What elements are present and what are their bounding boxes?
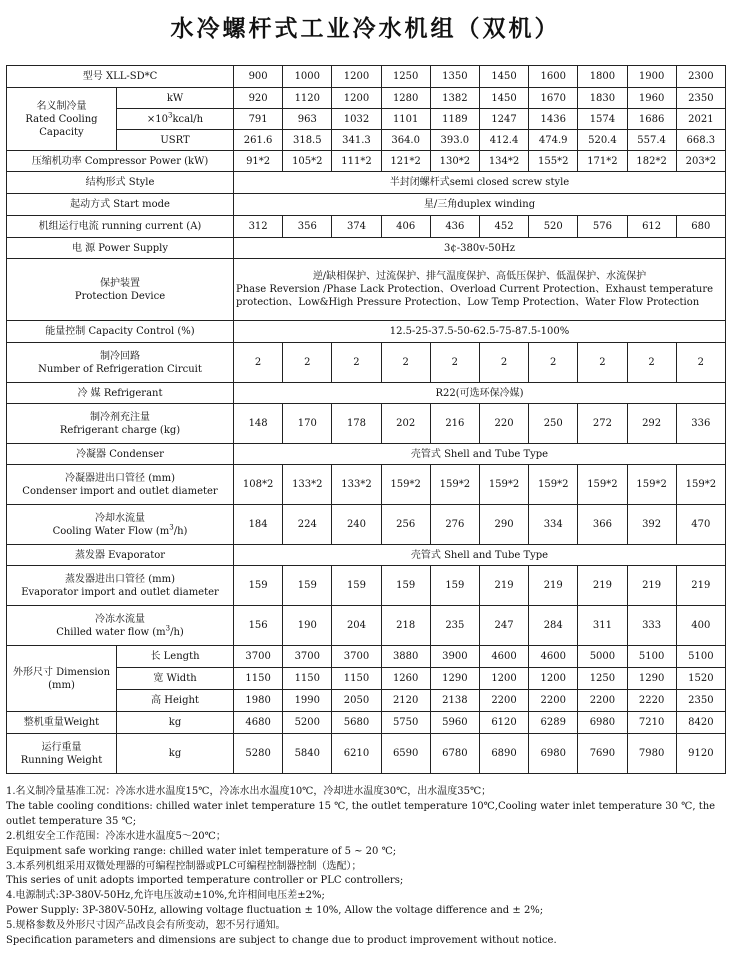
row-circuits bbox=[7, 343, 726, 383]
cell: 3900 bbox=[430, 646, 479, 668]
cell: 1290 bbox=[627, 668, 676, 690]
note-line: 1.名义制冷量基准工况：冷冻水进水温度15℃，冷冻水出水温度10℃，冷却进水温度30℃，出水温度35℃； bbox=[6, 786, 492, 797]
row-label: 蒸发器 Evaporator bbox=[7, 545, 234, 566]
cell: 2 bbox=[332, 343, 381, 383]
cell: 4600 bbox=[529, 646, 578, 668]
cell: 159*2 bbox=[627, 465, 676, 505]
cell: 1450 bbox=[479, 66, 528, 88]
cell: 668.3 bbox=[676, 130, 725, 151]
row-condenser bbox=[7, 444, 726, 465]
cell: 91*2 bbox=[234, 151, 283, 172]
cell: 159 bbox=[332, 566, 381, 606]
cell: 5840 bbox=[283, 734, 332, 774]
row-label: 冷凝器进出口管径 (mm) Condenser import and outlet diameter bbox=[7, 465, 234, 505]
cell: 1830 bbox=[578, 88, 627, 109]
cell: 1200 bbox=[479, 668, 528, 690]
cell: 1200 bbox=[529, 668, 578, 690]
cell: 3700 bbox=[332, 646, 381, 668]
row-label: 冷却水流量 Cooling Water Flow $(m^3/h)$ bbox=[7, 505, 234, 545]
cell: 1120 bbox=[283, 88, 332, 109]
cell: 2350 bbox=[676, 690, 725, 712]
cell: 2200 bbox=[479, 690, 528, 712]
row-label: 压缩机功率 Compressor Power (kW) bbox=[7, 151, 234, 172]
cell: 292 bbox=[627, 404, 676, 444]
cell: 2220 bbox=[627, 690, 676, 712]
note-line: 4.电源制式:3P-380V-50Hz,允许电压波动±10%,允许相间电压差±2%; bbox=[6, 890, 325, 902]
cell: 276 bbox=[430, 505, 479, 545]
cell: 1000 bbox=[283, 66, 332, 88]
cell: 5100 bbox=[627, 646, 676, 668]
cell: 159*2 bbox=[479, 465, 528, 505]
cell: 576 bbox=[578, 216, 627, 238]
cell: 318.5 bbox=[283, 130, 332, 151]
cell: 182*2 bbox=[627, 151, 676, 172]
cell: 1101 bbox=[381, 109, 430, 130]
cell: 392 bbox=[627, 505, 676, 545]
cell: 3880 bbox=[381, 646, 430, 668]
row-evaporator-pipe bbox=[7, 566, 726, 606]
cell: 334 bbox=[529, 505, 578, 545]
cell: 159*2 bbox=[430, 465, 479, 505]
merged-value: 12.5-25-37.5-50-62.5-75-87.5-100% bbox=[234, 321, 726, 343]
unit-label: USRT bbox=[117, 130, 234, 151]
cell: 219 bbox=[676, 566, 725, 606]
cell: 1382 bbox=[430, 88, 479, 109]
cell: 1800 bbox=[578, 66, 627, 88]
cell: 6210 bbox=[332, 734, 381, 774]
unit-label: kg bbox=[117, 712, 234, 734]
cell: 2 bbox=[529, 343, 578, 383]
cell: 2 bbox=[430, 343, 479, 383]
cell: 393.0 bbox=[430, 130, 479, 151]
cell: 111*2 bbox=[332, 151, 381, 172]
cell: 184 bbox=[234, 505, 283, 545]
cell: 6890 bbox=[479, 734, 528, 774]
cell: 5200 bbox=[283, 712, 332, 734]
row-refrigerant bbox=[7, 383, 726, 404]
row-label: 冷 媒 Refrigerant bbox=[7, 383, 234, 404]
merged-value: 星/三角duplex winding bbox=[234, 194, 726, 216]
cell: 791 bbox=[234, 109, 283, 130]
cell: 2 bbox=[627, 343, 676, 383]
cell: 7210 bbox=[627, 712, 676, 734]
cell: 4680 bbox=[234, 712, 283, 734]
cell: 6780 bbox=[430, 734, 479, 774]
cell: 3700 bbox=[283, 646, 332, 668]
cell: 2138 bbox=[430, 690, 479, 712]
cell: 159*2 bbox=[676, 465, 725, 505]
cell: 148 bbox=[234, 404, 283, 444]
cell: 374 bbox=[332, 216, 381, 238]
cell: 436 bbox=[430, 216, 479, 238]
row-chilled-water bbox=[7, 606, 726, 646]
cell: 1990 bbox=[283, 690, 332, 712]
cell: 108*2 bbox=[234, 465, 283, 505]
cell: 159*2 bbox=[529, 465, 578, 505]
row-compressor-power bbox=[7, 151, 726, 172]
cell: 256 bbox=[381, 505, 430, 545]
row-evaporator bbox=[7, 545, 726, 566]
cell: 1450 bbox=[479, 88, 528, 109]
note-line: 2.机组安全工作范围：冷冻水进水温度5～20℃； bbox=[6, 830, 226, 842]
cell: 1150 bbox=[283, 668, 332, 690]
cell: 1150 bbox=[234, 668, 283, 690]
row-capacity-kw bbox=[7, 88, 726, 109]
cell: 1200 bbox=[332, 66, 381, 88]
cell: 290 bbox=[479, 505, 528, 545]
cell: 2 bbox=[578, 343, 627, 383]
cell: 400 bbox=[676, 606, 725, 646]
cell: 203*2 bbox=[676, 151, 725, 172]
cell: 1290 bbox=[430, 668, 479, 690]
row-protection bbox=[7, 259, 726, 321]
row-capacity-control bbox=[7, 321, 726, 343]
row-label: 起动方式 Start mode bbox=[7, 194, 234, 216]
cell: 452 bbox=[479, 216, 528, 238]
spec-table bbox=[6, 65, 726, 774]
row-model bbox=[7, 66, 726, 88]
row-dimension-length bbox=[7, 646, 726, 668]
row-label: 型号 XLL-SD*C bbox=[7, 66, 234, 88]
unit-label: $\times 10^3kcal/h$ bbox=[117, 109, 234, 130]
row-label: 冷凝器 Condenser bbox=[7, 444, 234, 465]
merged-value: R22(可选环保冷媒) bbox=[234, 383, 726, 404]
row-label: 名义制冷量 Rated Cooling Capacity bbox=[7, 88, 117, 151]
cell: 312 bbox=[234, 216, 283, 238]
cell: 2200 bbox=[578, 690, 627, 712]
unit-label: 宽 Width bbox=[117, 668, 234, 690]
cell: 406 bbox=[381, 216, 430, 238]
merged-value: 逆/缺相保护、过流保护、排气温度保护、高低压保护、低温保护、水流保护 Phase Reversion /Phase Lack Protection、Overload Current Protection、Exhaust temperature protection、Low&High Pressure Protection、Low Temp Protection、Water Flow Protection bbox=[234, 259, 726, 321]
cell: 1247 bbox=[479, 109, 528, 130]
row-label: 保护装置 Protection Device bbox=[7, 259, 234, 321]
cell: 224 bbox=[283, 505, 332, 545]
cell: 1520 bbox=[676, 668, 725, 690]
row-condenser-pipe bbox=[7, 465, 726, 505]
cell: 557.4 bbox=[627, 130, 676, 151]
merged-value: 壳管式 Shell and Tube Type bbox=[234, 545, 726, 566]
cell: 9120 bbox=[676, 734, 725, 774]
cell: 4600 bbox=[479, 646, 528, 668]
cell: 1574 bbox=[578, 109, 627, 130]
page-title: 水冷螺杆式工业冷水机组（双机） bbox=[170, 16, 561, 42]
cell: 1189 bbox=[430, 109, 479, 130]
cell: 963 bbox=[283, 109, 332, 130]
cell: 105*2 bbox=[283, 151, 332, 172]
cell: 171*2 bbox=[578, 151, 627, 172]
cell: 2350 bbox=[676, 88, 725, 109]
cell: 3700 bbox=[234, 646, 283, 668]
cell: 356 bbox=[283, 216, 332, 238]
row-cooling-water bbox=[7, 505, 726, 545]
cell: 155*2 bbox=[529, 151, 578, 172]
cell: 170 bbox=[283, 404, 332, 444]
cell: 366 bbox=[578, 505, 627, 545]
row-power-supply bbox=[7, 238, 726, 259]
cell: 261.6 bbox=[234, 130, 283, 151]
unit-label: kW bbox=[117, 88, 234, 109]
row-running-current bbox=[7, 216, 726, 238]
notes bbox=[6, 785, 726, 949]
cell: 284 bbox=[529, 606, 578, 646]
cell: 178 bbox=[332, 404, 381, 444]
merged-value: 半封闭螺杆式semi closed screw style bbox=[234, 172, 726, 194]
row-weight bbox=[7, 712, 726, 734]
cell: 6980 bbox=[529, 734, 578, 774]
cell: 219 bbox=[479, 566, 528, 606]
cell: 121*2 bbox=[381, 151, 430, 172]
cell: 470 bbox=[676, 505, 725, 545]
cell: 1250 bbox=[578, 668, 627, 690]
cell: 2 bbox=[283, 343, 332, 383]
row-refrigerant-charge bbox=[7, 404, 726, 444]
cell: 1980 bbox=[234, 690, 283, 712]
cell: 202 bbox=[381, 404, 430, 444]
cell: 235 bbox=[430, 606, 479, 646]
cell: 130*2 bbox=[430, 151, 479, 172]
cell: 5680 bbox=[332, 712, 381, 734]
row-label: 机组运行电流 running current (A) bbox=[7, 216, 234, 238]
cell: 311 bbox=[578, 606, 627, 646]
cell: 2 bbox=[381, 343, 430, 383]
row-label: 蒸发器进出口管径 (mm) Evaporator import and outlet diameter bbox=[7, 566, 234, 606]
note-line: Power Supply: 3P-380V-50Hz, allowing voltage fluctuation ± 10%, Allow the voltage difference and ± 2%; bbox=[6, 905, 544, 917]
row-label: 运行重量 Running Weight bbox=[7, 734, 117, 774]
row-running-weight bbox=[7, 734, 726, 774]
cell: 1032 bbox=[332, 109, 381, 130]
cell: 520 bbox=[529, 216, 578, 238]
unit-label: 长 Length bbox=[117, 646, 234, 668]
row-start-mode bbox=[7, 194, 726, 216]
cell: 190 bbox=[283, 606, 332, 646]
cell: 336 bbox=[676, 404, 725, 444]
cell: 5280 bbox=[234, 734, 283, 774]
cell: 133*2 bbox=[283, 465, 332, 505]
cell: 159 bbox=[283, 566, 332, 606]
cell: 159*2 bbox=[578, 465, 627, 505]
cell: 272 bbox=[578, 404, 627, 444]
cell: 1150 bbox=[332, 668, 381, 690]
cell: 333 bbox=[627, 606, 676, 646]
cell: 920 bbox=[234, 88, 283, 109]
cell: 5960 bbox=[430, 712, 479, 734]
cell: 247 bbox=[479, 606, 528, 646]
row-label: 制冷剂充注量 Refrigerant charge (kg) bbox=[7, 404, 234, 444]
cell: 2 bbox=[676, 343, 725, 383]
row-label: 电 源 Power Supply bbox=[7, 238, 234, 259]
note-line: 3.本系列机组采用双微处理器的可编程控制器或PLC可编程控制器控制（选配）； bbox=[6, 860, 362, 872]
cell: 1260 bbox=[381, 668, 430, 690]
cell: 250 bbox=[529, 404, 578, 444]
cell: 133*2 bbox=[332, 465, 381, 505]
cell: 1600 bbox=[529, 66, 578, 88]
cell: 159*2 bbox=[381, 465, 430, 505]
cell: 1350 bbox=[430, 66, 479, 88]
note-line: 5.规格参数及外形尺寸因产品改良会有所变动，恕不另行通知。 bbox=[6, 920, 286, 932]
cell: 2 bbox=[234, 343, 283, 383]
cell: 6590 bbox=[381, 734, 430, 774]
cell: 900 bbox=[234, 66, 283, 88]
cell: 1960 bbox=[627, 88, 676, 109]
cell: 1670 bbox=[529, 88, 578, 109]
cell: 5750 bbox=[381, 712, 430, 734]
cell: 1900 bbox=[627, 66, 676, 88]
cell: 2120 bbox=[381, 690, 430, 712]
cell: 219 bbox=[529, 566, 578, 606]
row-label: 制冷回路 Number of Refrigeration Circuit bbox=[7, 343, 234, 383]
cell: 1686 bbox=[627, 109, 676, 130]
cell: 2 bbox=[479, 343, 528, 383]
cell: 2200 bbox=[529, 690, 578, 712]
note-line: The table cooling conditions: chilled water inlet temperature 15 ℃, the outlet temperature 10℃,Cooling water inlet temperature 30 ℃, the outlet temperature 35 ℃; bbox=[6, 800, 716, 827]
cell: 1200 bbox=[332, 88, 381, 109]
row-label: 冷冻水流量 Chilled water flow $(m^3/h)$ bbox=[7, 606, 234, 646]
cell: 7690 bbox=[578, 734, 627, 774]
cell: 412.4 bbox=[479, 130, 528, 151]
merged-value: 壳管式 Shell and Tube Type bbox=[234, 444, 726, 465]
cell: 220 bbox=[479, 404, 528, 444]
row-structure bbox=[7, 172, 726, 194]
cell: 216 bbox=[430, 404, 479, 444]
cell: 159 bbox=[234, 566, 283, 606]
cell: 6120 bbox=[479, 712, 528, 734]
cell: 5000 bbox=[578, 646, 627, 668]
cell: 520.4 bbox=[578, 130, 627, 151]
cell: 1436 bbox=[529, 109, 578, 130]
cell: 341.3 bbox=[332, 130, 381, 151]
cell: 1250 bbox=[381, 66, 430, 88]
cell: 5100 bbox=[676, 646, 725, 668]
cell: 7980 bbox=[627, 734, 676, 774]
cell: 218 bbox=[381, 606, 430, 646]
cell: 219 bbox=[627, 566, 676, 606]
row-label: 外形尺寸 Dimension (mm) bbox=[7, 646, 117, 712]
unit-label: 高 Height bbox=[117, 690, 234, 712]
cell: 364.0 bbox=[381, 130, 430, 151]
merged-value: 3¢-380v-50Hz bbox=[234, 238, 726, 259]
cell: 6289 bbox=[529, 712, 578, 734]
cell: 2050 bbox=[332, 690, 381, 712]
cell: 156 bbox=[234, 606, 283, 646]
note-line: This series of unit adopts imported temperature controller or PLC controllers; bbox=[6, 875, 404, 887]
row-label: 能量控制 Capacity Control (%) bbox=[7, 321, 234, 343]
cell: 240 bbox=[332, 505, 381, 545]
cell: 8420 bbox=[676, 712, 725, 734]
cell: 1280 bbox=[381, 88, 430, 109]
cell: 159 bbox=[381, 566, 430, 606]
cell: 612 bbox=[627, 216, 676, 238]
cell: 474.9 bbox=[529, 130, 578, 151]
cell: 219 bbox=[578, 566, 627, 606]
row-label: 整机重量Weight bbox=[7, 712, 117, 734]
row-label: 结构形式 Style bbox=[7, 172, 234, 194]
cell: 204 bbox=[332, 606, 381, 646]
cell: 6980 bbox=[578, 712, 627, 734]
cell: 134*2 bbox=[479, 151, 528, 172]
note-line: Equipment safe working range: chilled water inlet temperature of 5 ~ 20 ℃; bbox=[6, 845, 397, 857]
note-line: Specification parameters and dimensions are subject to change due to product improvement without notice. bbox=[6, 935, 557, 947]
unit-label: kg bbox=[117, 734, 234, 774]
cell: 2300 bbox=[676, 66, 725, 88]
cell: 159 bbox=[430, 566, 479, 606]
cell: 2021 bbox=[676, 109, 725, 130]
cell: 680 bbox=[676, 216, 725, 238]
